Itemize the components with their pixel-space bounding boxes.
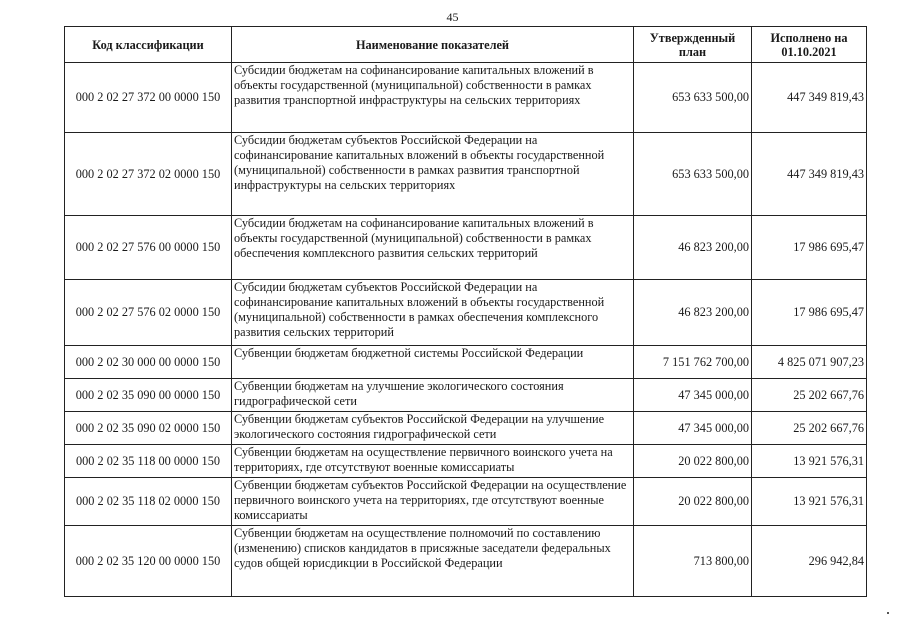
- table-row: [65, 63, 867, 133]
- row-executed: 4 825 071 907,23: [752, 346, 867, 379]
- table-header-row: [65, 27, 867, 63]
- row-name: Субсидии бюджетам на софинансирование капитальных вложений в объекты государственной (муниципальной) собственности в рамках обеспечения комплексного развития сельских территорий: [232, 216, 634, 280]
- row-code: 000 2 02 35 118 00 0000 150: [65, 445, 232, 478]
- corner-mark: [887, 612, 889, 614]
- table-row: [65, 445, 867, 478]
- row-planned: 47 345 000,00: [634, 412, 752, 445]
- header-code: Код классификации: [65, 27, 232, 63]
- row-code: 000 2 02 35 090 02 0000 150: [65, 412, 232, 445]
- header-executed: Исполнено на 01.10.2021: [752, 27, 867, 63]
- row-name: Субвенции бюджетам субъектов Российской Федерации на улучшение экологического состояния гидрографической сети: [232, 412, 634, 445]
- row-executed: 25 202 667,76: [752, 379, 867, 412]
- row-code: 000 2 02 30 000 00 0000 150: [65, 346, 232, 379]
- table-row: [65, 478, 867, 526]
- header-name: Наименование показателей: [232, 27, 634, 63]
- row-name: Субсидии бюджетам субъектов Российской Федерации на софинансирование капитальных вложений в объекты государственной (муниципальной) собственности в рамках обеспечения комплексного развития сельских территорий: [232, 280, 634, 346]
- table-row: [65, 280, 867, 346]
- row-executed: 17 986 695,47: [752, 216, 867, 280]
- row-executed: 13 921 576,31: [752, 478, 867, 526]
- row-name: Субвенции бюджетам на улучшение экологического состояния гидрографической сети: [232, 379, 634, 412]
- table-row: [65, 379, 867, 412]
- row-code: 000 2 02 35 118 02 0000 150: [65, 478, 232, 526]
- row-planned: 653 633 500,00: [634, 63, 752, 133]
- row-code: 000 2 02 27 576 00 0000 150: [65, 216, 232, 280]
- row-planned: 7 151 762 700,00: [634, 346, 752, 379]
- row-executed: 17 986 695,47: [752, 280, 867, 346]
- row-name: Субвенции бюджетам бюджетной системы Российской Федерации: [232, 346, 634, 379]
- table-row: [65, 412, 867, 445]
- row-planned: 46 823 200,00: [634, 216, 752, 280]
- row-name: Субвенции бюджетам субъектов Российской Федерации на осуществление первичного воинского учета на территориях, где отсутствуют военные комиссариаты: [232, 478, 634, 526]
- row-planned: 713 800,00: [634, 526, 752, 597]
- row-planned: 46 823 200,00: [634, 280, 752, 346]
- row-name: Субсидии бюджетам субъектов Российской Федерации на софинансирование капитальных вложений в объекты государственной (муниципальной) собственности в рамках развития транспортной инфраструктуры на сельских территориях: [232, 133, 634, 216]
- row-planned: 20 022 800,00: [634, 478, 752, 526]
- row-code: 000 2 02 35 120 00 0000 150: [65, 526, 232, 597]
- row-code: 000 2 02 35 090 00 0000 150: [65, 379, 232, 412]
- budget-table: [64, 26, 867, 597]
- table-row: [65, 346, 867, 379]
- row-executed: 447 349 819,43: [752, 133, 867, 216]
- row-planned: 47 345 000,00: [634, 379, 752, 412]
- table-row: [65, 133, 867, 216]
- row-executed: 13 921 576,31: [752, 445, 867, 478]
- row-executed: 25 202 667,76: [752, 412, 867, 445]
- table-row: [65, 526, 867, 597]
- header-planned: Утвержденный план: [634, 27, 752, 63]
- row-name: Субвенции бюджетам на осуществление полномочий по составлению (изменению) списков кандидатов в присяжные заседатели федеральных судов общей юрисдикции в Российской Федерации: [232, 526, 634, 597]
- row-name: Субвенции бюджетам на осуществление первичного воинского учета на территориях, где отсутствуют военные комиссариаты: [232, 445, 634, 478]
- row-code: 000 2 02 27 372 00 0000 150: [65, 63, 232, 133]
- table-row: [65, 216, 867, 280]
- row-code: 000 2 02 27 372 02 0000 150: [65, 133, 232, 216]
- row-executed: 447 349 819,43: [752, 63, 867, 133]
- row-planned: 20 022 800,00: [634, 445, 752, 478]
- row-planned: 653 633 500,00: [634, 133, 752, 216]
- page-number: 45: [446, 10, 459, 24]
- row-name: Субсидии бюджетам на софинансирование капитальных вложений в объекты государственной (муниципальной) собственности в рамках развития транспортной инфраструктуры на сельских территориях: [232, 63, 634, 133]
- row-executed: 296 942,84: [752, 526, 867, 597]
- row-code: 000 2 02 27 576 02 0000 150: [65, 280, 232, 346]
